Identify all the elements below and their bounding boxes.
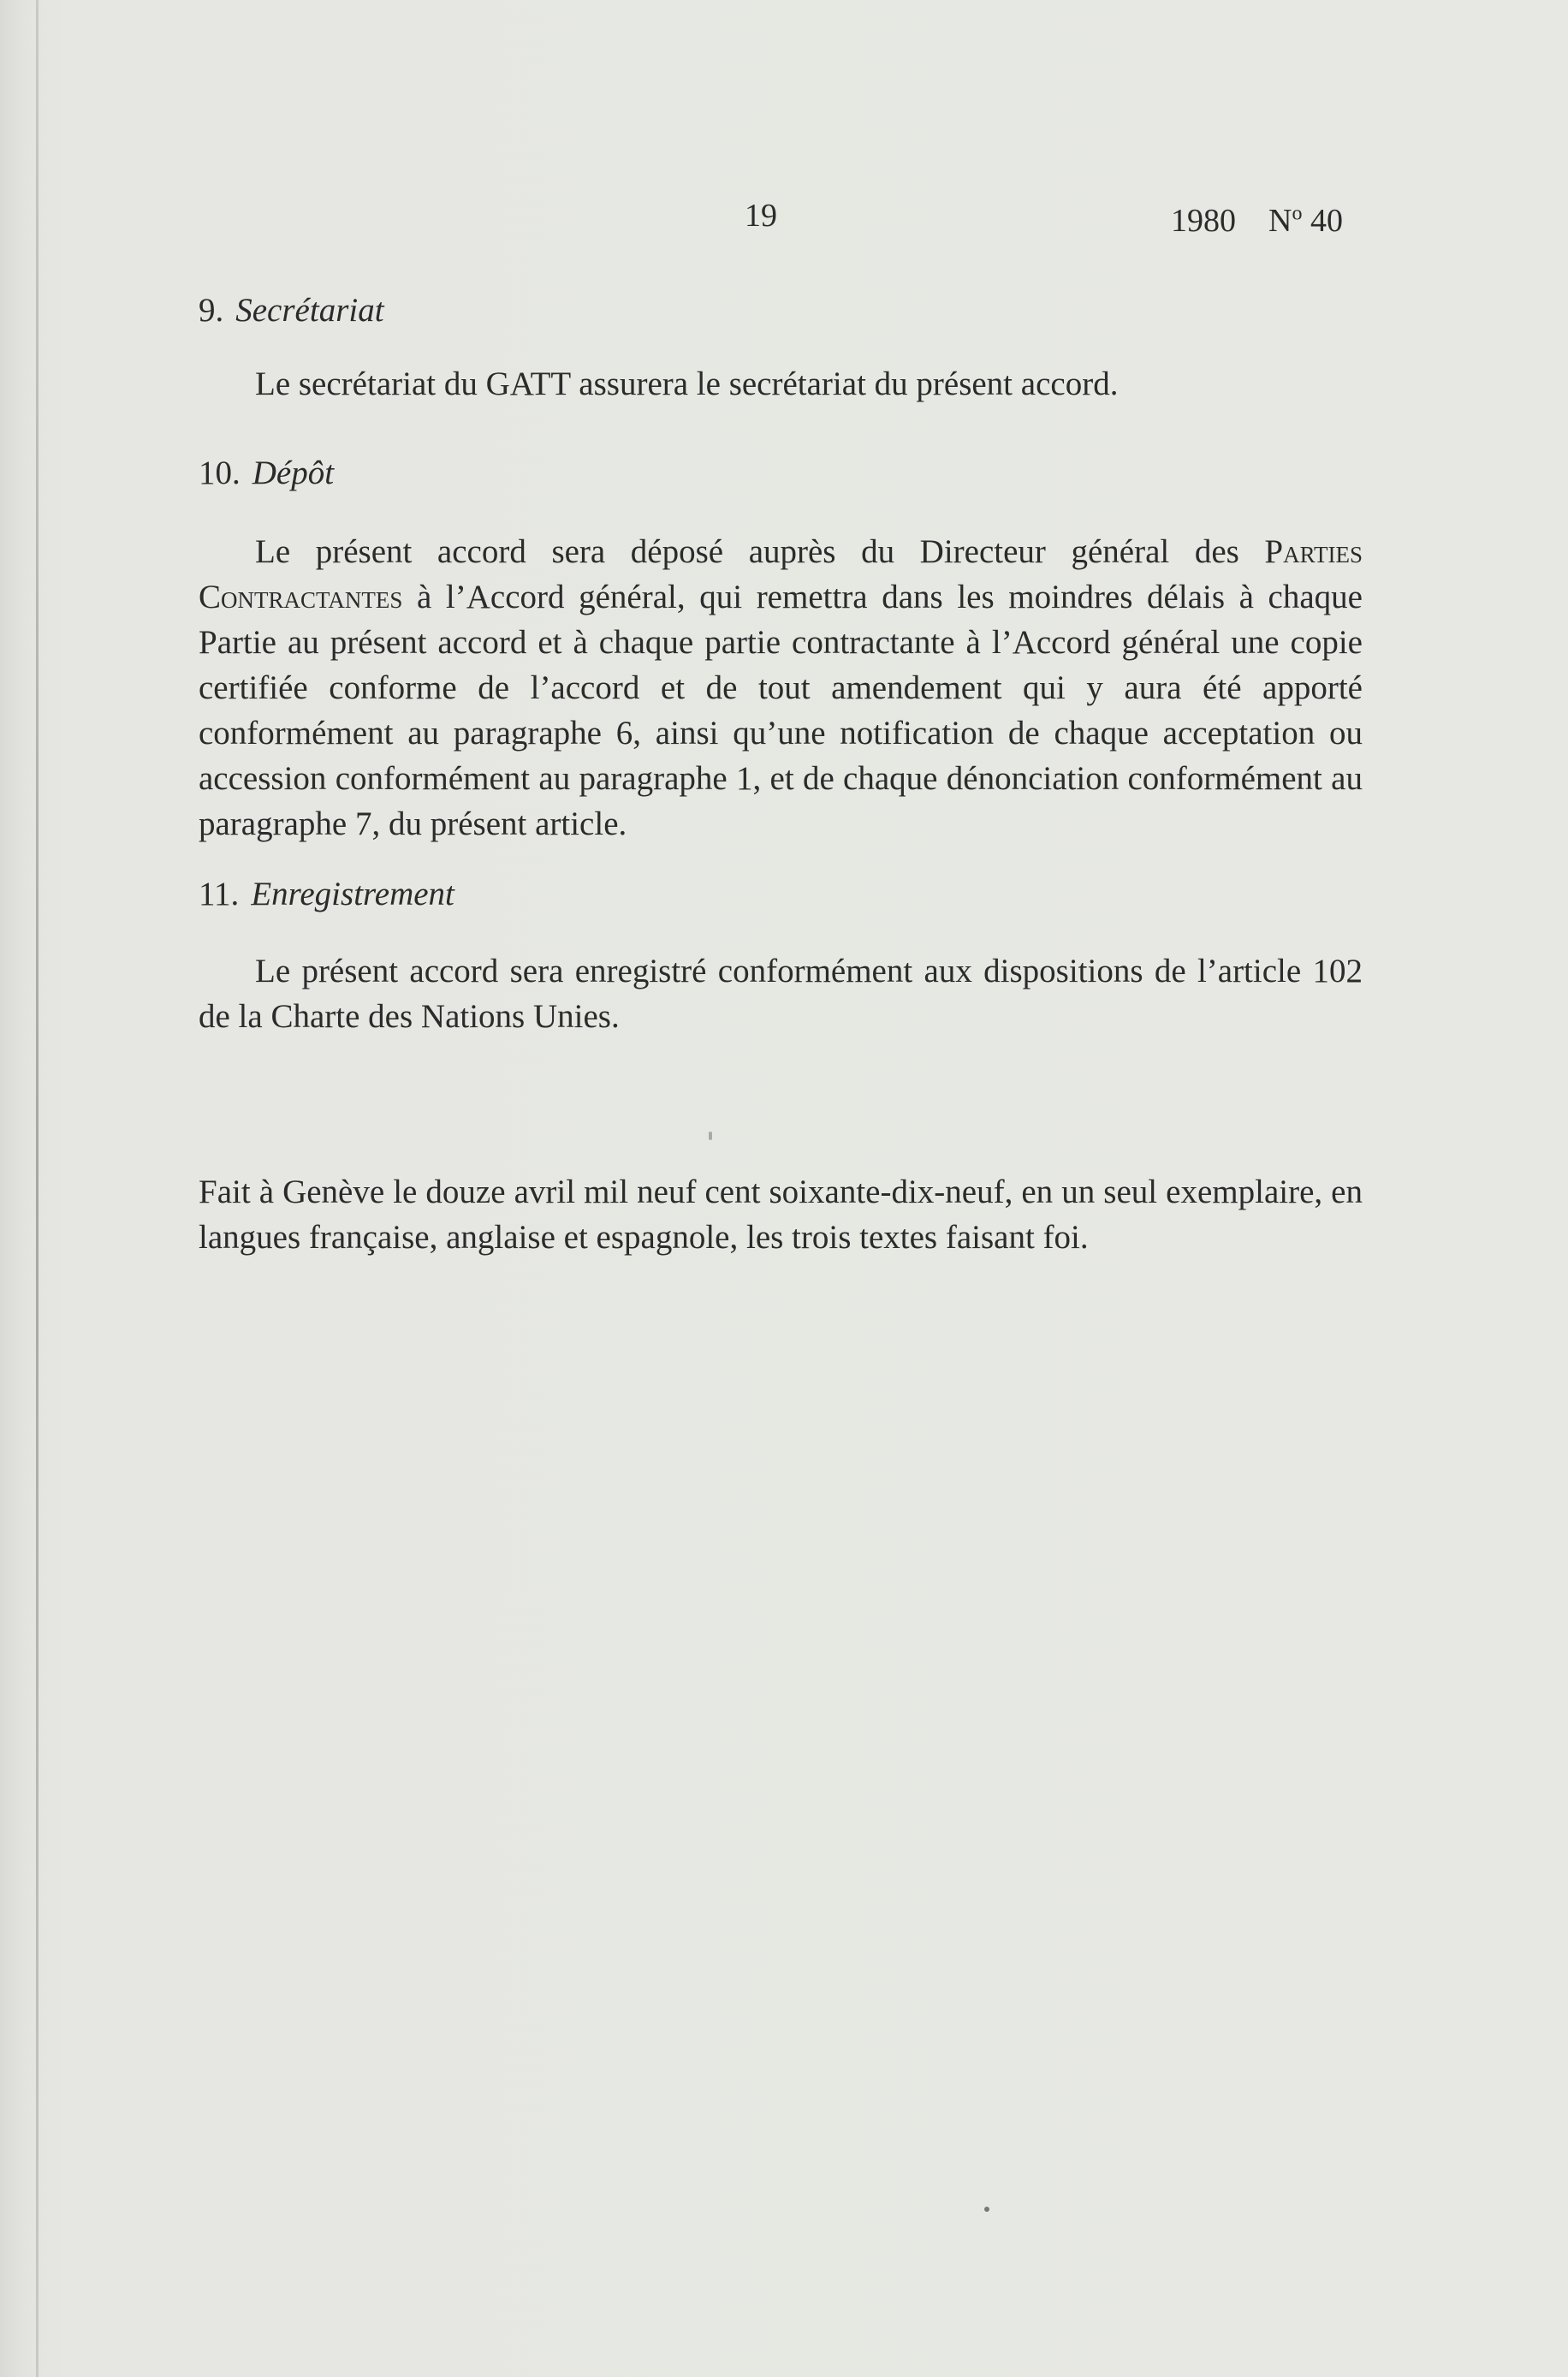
section-paragraph [199, 529, 1363, 847]
section-title: Enregistrement [251, 876, 454, 912]
section-paragraph: Le secrétariat du GATT assurera le secrétariat du présent accord. [255, 365, 1119, 402]
section-number: 10. [199, 455, 241, 491]
speck [709, 1132, 712, 1140]
section-number: 11. [199, 876, 240, 912]
publication-number-sup: o [1292, 202, 1303, 225]
section-title: Dépôt [252, 455, 335, 491]
publication-number-label: N [1268, 203, 1292, 239]
closing-paragraph: Fait à Genève le douze avril mil neuf cent soixante-dix-neuf, en un seul exemplaire, en langues française, anglaise et espagnole, les trois textes faisant foi. [199, 1174, 1363, 1256]
publication-year: 1980 [1171, 203, 1236, 239]
section-body [199, 361, 1363, 407]
section-title: Secrétariat [235, 292, 384, 329]
section-paragraph: Le présent accord sera enregistré conformément aux dispositions de l’article 102 de la Charte des Nations Unies. [199, 953, 1363, 1035]
publication-reference [1171, 202, 1343, 240]
closing-statement [199, 1169, 1363, 1260]
page-binding-edge [36, 0, 39, 2377]
section-heading [199, 291, 384, 330]
section-number: 9. [199, 292, 224, 329]
section-body [199, 948, 1363, 1039]
page-number: 19 [745, 198, 777, 234]
page-header [0, 197, 1568, 248]
section-heading [199, 875, 454, 913]
section-heading [199, 454, 334, 492]
paragraph-text: Le présent accord sera déposé auprès du Directeur général des [255, 533, 1265, 570]
speck [984, 2207, 989, 2212]
section-body [199, 529, 1363, 847]
paragraph-text: à l’Accord général, qui remettra dans les moindres délais à chaque Partie au présent accord et à chaque partie contractante à l’Accord général une copie certifiée conforme de l’accord et de tout amendement qui y aura été apporté conformément au paragraphe 6, ainsi qu’une notification de chaque acceptation ou accession conformément au paragraphe 1, et de chaque dénonciation conformément au paragraphe 7, du présent article. [199, 579, 1363, 842]
publication-number-value: 40 [1310, 203, 1343, 239]
parties-contractantes: Parties Contractantes [199, 533, 1363, 615]
